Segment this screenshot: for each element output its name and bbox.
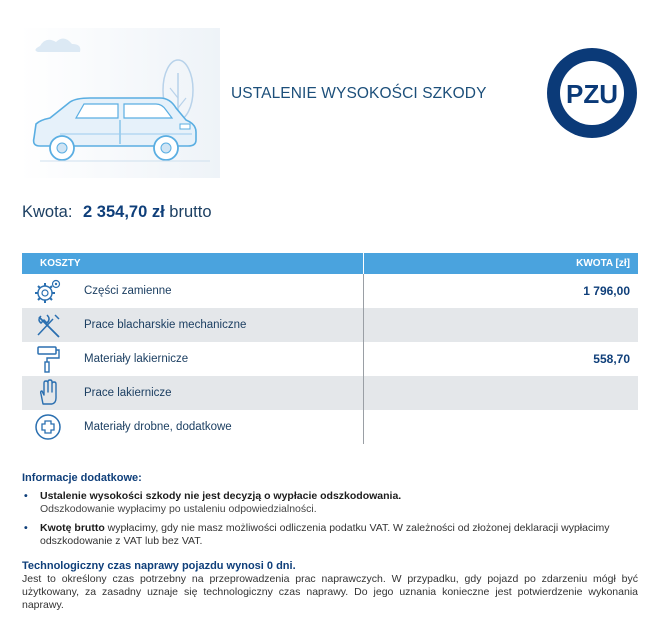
bullet-icon: • (24, 522, 28, 534)
amount-suffix: brutto (169, 203, 212, 221)
svg-text:PZU: PZU (566, 79, 618, 109)
hand-icon (33, 378, 63, 408)
row-value: 1 796,00 (364, 274, 639, 308)
table-row (22, 376, 638, 410)
row-icon-cell (22, 410, 74, 444)
table-row (22, 308, 638, 342)
car-illustration (20, 28, 220, 178)
table-row (22, 274, 638, 308)
row-value (364, 308, 639, 342)
row-icon-cell (22, 376, 74, 410)
row-label: Materiały drobne, dodatkowe (84, 421, 232, 433)
costs-table (22, 253, 638, 444)
row-label: Prace blacharskie mechaniczne (74, 308, 364, 342)
info-strong: Ustalenie wysokości szkody nie jest decyzją o wypłacie odszkodowania. (40, 490, 402, 502)
row-value (364, 376, 639, 410)
row-icon-cell (22, 274, 74, 308)
table-row (22, 410, 638, 444)
header-amount: KWOTA [zł] (364, 253, 639, 274)
bullet-icon: • (24, 490, 28, 502)
row-value (364, 410, 639, 444)
row-value: 558,70 (364, 342, 639, 376)
info-text: wypłacimy, gdy nie masz możliwości odliczenia podatku VAT. W zależności od złożonej deklaracji wypłacimy odszkodowanie z VAT lub bez VAT. (40, 522, 610, 547)
header (0, 0, 669, 190)
pzu-logo (546, 47, 638, 139)
row-label: Prace lakiernicze (74, 376, 364, 410)
total-amount (22, 203, 212, 222)
repair-title: Technologiczny czas naprawy pojazdu wynosi 0 dni. (22, 560, 296, 572)
repair-text: Jest to określony czas potrzebny na przeprowadzenia prac naprawczych. W przypadku, gdy pojazd po zdarzeniu mógł być użytkowany, za zasadny uznaje się technologiczny czas naprawy. Do jego uznania konieczne jest potwierdzenie wykonania naprawy. (22, 573, 638, 611)
plus-circle-icon (33, 412, 63, 442)
repair-time-info (22, 560, 638, 612)
paint-roller-icon (33, 344, 63, 374)
list-item (22, 490, 638, 516)
amount-value: 2 354,70 zł (83, 203, 165, 221)
info-list (22, 490, 638, 548)
additional-info (22, 472, 638, 554)
row-label: Części zamienne (84, 285, 172, 297)
info-title: Informacje dodatkowe: (22, 472, 142, 484)
table-row (22, 342, 638, 376)
info-text: Odszkodowanie wypłacimy po ustaleniu odpowiedzialności. (40, 503, 317, 515)
tools-icon (33, 311, 63, 339)
row-label: Materiały lakiernicze (84, 353, 189, 365)
header-costs: KOSZTY (22, 253, 364, 274)
list-item (22, 522, 638, 548)
row-icon-cell (22, 342, 74, 376)
table-header-row (22, 253, 638, 274)
gears-icon (33, 277, 63, 305)
row-icon-cell (22, 308, 74, 342)
page-title: USTALENIE WYSOKOŚCI SZKODY (231, 85, 487, 102)
amount-label: Kwota: (22, 203, 73, 221)
info-strong: Kwotę brutto (40, 522, 105, 534)
